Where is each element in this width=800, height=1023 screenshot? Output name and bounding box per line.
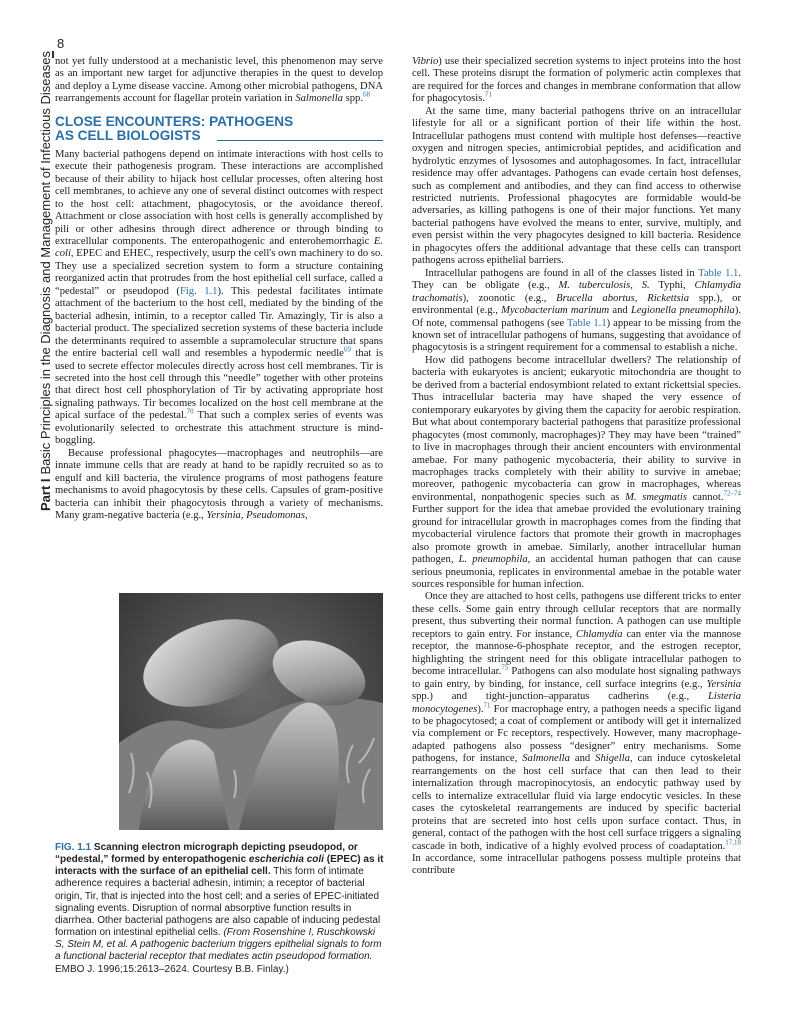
reference-link[interactable]: 75 <box>501 663 509 672</box>
reference-link[interactable]: 69 <box>343 345 351 354</box>
right-column <box>412 56 741 996</box>
left-column <box>55 56 383 596</box>
heading-rule <box>217 140 383 141</box>
paragraph: Once they are attached to host cells, pathogens use different tricks to enter these cells. Some gain entry through cellular receptors that are normally present, thus subverting their normal function. A pathogen can use multiple receptors to gain entry. For instance, Chlamydia can enter via the mannose receptor, the mannose-6-phosphate receptor, and the estrogen receptor, highlighting the stringent need for this obligate intracellular pathogen to become intracellular.$^{75}$ Pathogens can also modulate host signaling pathways to gain entry, by binding, for instance, cell surface integrins (e.g., Yersinia spp.) and tight-junction–apparatus cadherins (e.g., Listeria monocytogenes).$^{71}$ For macrophage entry, a pathogen needs a specific ligand to be phagocytosed; a coat of complement or antibody will get it internalized via complement or Fc receptors, respectively. However, many macrophage-adapted pathogens also possess “designer” entry mechanisms. Some pathogens, for instance, Salmonella and Shigella, can induce cytoskeletal rearrangements on the host cell surface that can then lead to their internalization through macropinocytosis, an endocytic pathway used by cells to internalize extracellular fluid via large endocytic vesicles. In these cases the cytoskeletal rearrangements are induced by specific bacterial proteins that are secreted into host cells upon surface contact. Thus, in general, contact of the pathogen with the host cell surface triggers a signaling cascade in both, indicative of a highly evolved process of coadaptation.$^{17,18}$ In accordance, some intracellular pathogens possess multiple proteins that contribute <box>412 591 741 877</box>
paragraph: not yet fully understood at a mechanistic level, this phenomenon may serve as an important new target for adjunctive therapies in the quest to develop and deploy a Lyme disease vaccine. Among other microbial pathogens, DNA rearrangements account for flagellar protein variation in Salmonella spp.$^{68}$ <box>55 56 383 105</box>
table-link[interactable]: Table 1.1 <box>698 267 739 279</box>
paragraph: Vibrio) use their specialized secretion systems to inject proteins into the host cell. These proteins disrupt the formation of polymeric actin complexes that are required for the forces and changes in membrane conformation that allow for phagocytosis.$^{71}$ <box>412 56 741 105</box>
figure-link[interactable]: Fig. 1.1 <box>179 285 218 297</box>
running-head-title: Basic Principles in the Diagnosis and Management of Infectious Diseases <box>38 51 53 475</box>
paragraph: How did pathogens become intracellular dwellers? The relationship of bacteria with eukaryotes is ancient; eukaryotic mitochondria are thought to be derived from a bacterial endosymbiont related to extant rickettsial species. Thus intracellular bacteria may have shaped the very essence of contemporary eukaryotes by giving them the capacity for aerobic respiration. But what about contemporary bacterial pathogens that parasitize professional phagocytes (most commonly, macrophages)? They may have been “trained” to live in macrophages through their ancient encounters with environmental amebae. For many pathogenic mycobacteria, their ability to survive in macrophages tracks completely with their ability to survive in amebae; moreover, pathogenic mycobacteria can grow in macrophages, whereas environmental, nonpathogenic species such as M. smegmatis cannot.$^{72-74}$ Further support for the idea that amebae provided the evolutionary training ground for intracellular growth in macrophages comes from the finding that mycobacterial virulence factors that promote their growth in macrophages also promote growth in amebae. Similarly, another intracellular human pathogen, L. pneumophila, an accidental human pathogen that can cause serious pneumonia, replicates in environmental amebae in the potable water sources responsible for human infection. <box>412 354 741 591</box>
paragraph: Many bacterial pathogens depend on intimate interactions with host cells to execute their pathogenesis program. These interactions are accomplished because of their ability to hijack host cellular processes, often altering host cell membranes, to achieve any one of several distinct outcomes with respect to the host cell: attachment, phagocytosis, or the avoidance thereof. Attachment or close association with host cells is generally accomplished by pili or other adhesins through direct adherence or through binding to extracellular components. The enteropathogenic and enterohemorrhagic E. coli, EPEC and EHEC, respectively, usurp the cell's own machinery to do so. They use a specialized secretion system to form a structure containing reorganized actin that protrudes from the host epithelial cell surface, called a “pedestal” or pseudopod (Fig. 1.1). This pedestal facilitates intimate attachment of the bacterium to the host cell, mediated by the binding of the bacterial adhesin, intimin, to a receptor called Tir. Amazingly, Tir is also a bacterial product. The specialized secretion systems of these bacteria include the determinants required to assemble a supramolecular structure that spans the entire bacterial cell wall and resembles a hypodermic needle$^{69}$ that is used to secrete effector molecules directly across host cell membranes. Tir is secreted into the host cell through this “needle” together with other proteins that direct host cell phosphorylation of Tir by activating appropriate host signaling pathways. Tir becomes localized on the host cell membrane at the apical surface of the pedestal.$^{70}$ That such a complex series of events was evolutionarily selected to orchestrate this attachment structure is mind-boggling. <box>55 148 383 447</box>
table-link[interactable]: Table 1.1 <box>567 317 607 329</box>
reference-link[interactable]: 17,18 <box>725 838 741 847</box>
paragraph: Because professional phagocytes—macrophages and neutrophils—are innate immune cells that are ready at hand to be rapidly recruited so as to engulf and kill bacteria, the virulence programs of most pathogens feature mechanisms to avoid phagocytosis by these cells. Capsules of gram-positive bacteria can inhibit their phagocytosis through a variety of mechanisms. Many gram-negative bacteria (e.g., Yersinia, Pseudomonas, <box>55 447 383 521</box>
reference-link[interactable]: 68 <box>363 90 370 99</box>
figure-caption: FIG. 1.1 Scanning electron micrograph depicting pseudopod, or “pedestal,” formed by enteropathogenic escherichia coli (EPEC) as it interacts with the surface of an epithelial cell. This form of intimate adherence requires a bacterial adhesin, intimin; a receptor of bacterial origin, Tir, that is injected into the host cell; and a series of EPEC-initiated signaling events. Disruption of normal absorptive function results in diarrhea. Other bacterial pathogens are also capable of inducing pedestal formation on intestinal epithelial cells. (From Rosenshine I, Ruschkowski S, Stein M, et al. A pathogenic bacterium triggers epithelial signals to form a functional bacterial receptor that mediates actin pseudopod formation. EMBO J. 1996;15:2613–2624. Courtesy B.B. Finlay.) <box>55 842 384 975</box>
reference-link[interactable]: 71 <box>483 701 491 710</box>
running-head-part: Part I <box>38 478 53 511</box>
figure-label: FIG. 1.1 <box>55 842 92 853</box>
page-number: 8 <box>57 36 65 51</box>
reference-link[interactable]: 70 <box>186 407 194 416</box>
paragraph: Intracellular pathogens are found in all of the classes listed in Table 1.1. They can be obligate (e.g., M. tuberculosis, S. Typhi, Chlamydia trachomatis), zoonotic (e.g., Brucella abortus, Rickettsia spp.), or environmental (e.g., Mycobacterium marinum and Legionella pneumophila). Of note, commensal pathogens (see Table 1.1) appear to be missing from the known set of intracellular pathogens of humans, suggesting that avoidance of phagocytosis is a stringent requirement for a commensal to establish a niche. <box>412 267 741 354</box>
micrograph-image <box>119 593 383 830</box>
running-head <box>8 51 53 515</box>
paragraph: At the same time, many bacterial pathogens thrive on an intracellular lifestyle for all or a significant portion of their life within the host. Intracellular pathogens must contend with multiple host defenses—reactive oxygen and nitrogen species, antimicrobial peptides, and acidification and hydrolytic enzymes of lysosomes and autophagosomes. In fact, intracellular residence may offer advantages. Pathogens can evade certain host defenses, such as complement and antibodies, and they can find access to otherwise restricted nutrients. Professional phagocytes are formidable would-be adversaries, as killing pathogens is one of their major functions. Yet many bacterial pathogens have evolved the means to enter, survive, multiply, and even persist within the very phagocytes designed to kill bacteria. Residence in phagocytes offers the additional advantage that these cells can transport pathogens across epithelial barriers. <box>412 105 741 267</box>
reference-link[interactable]: 71 <box>484 90 492 99</box>
reference-link[interactable]: 72–74 <box>723 489 741 498</box>
micrograph-figure <box>119 593 383 830</box>
section-heading: CLOSE ENCOUNTERS: PATHOGENS AS CELL BIOLOGISTS <box>55 115 383 143</box>
